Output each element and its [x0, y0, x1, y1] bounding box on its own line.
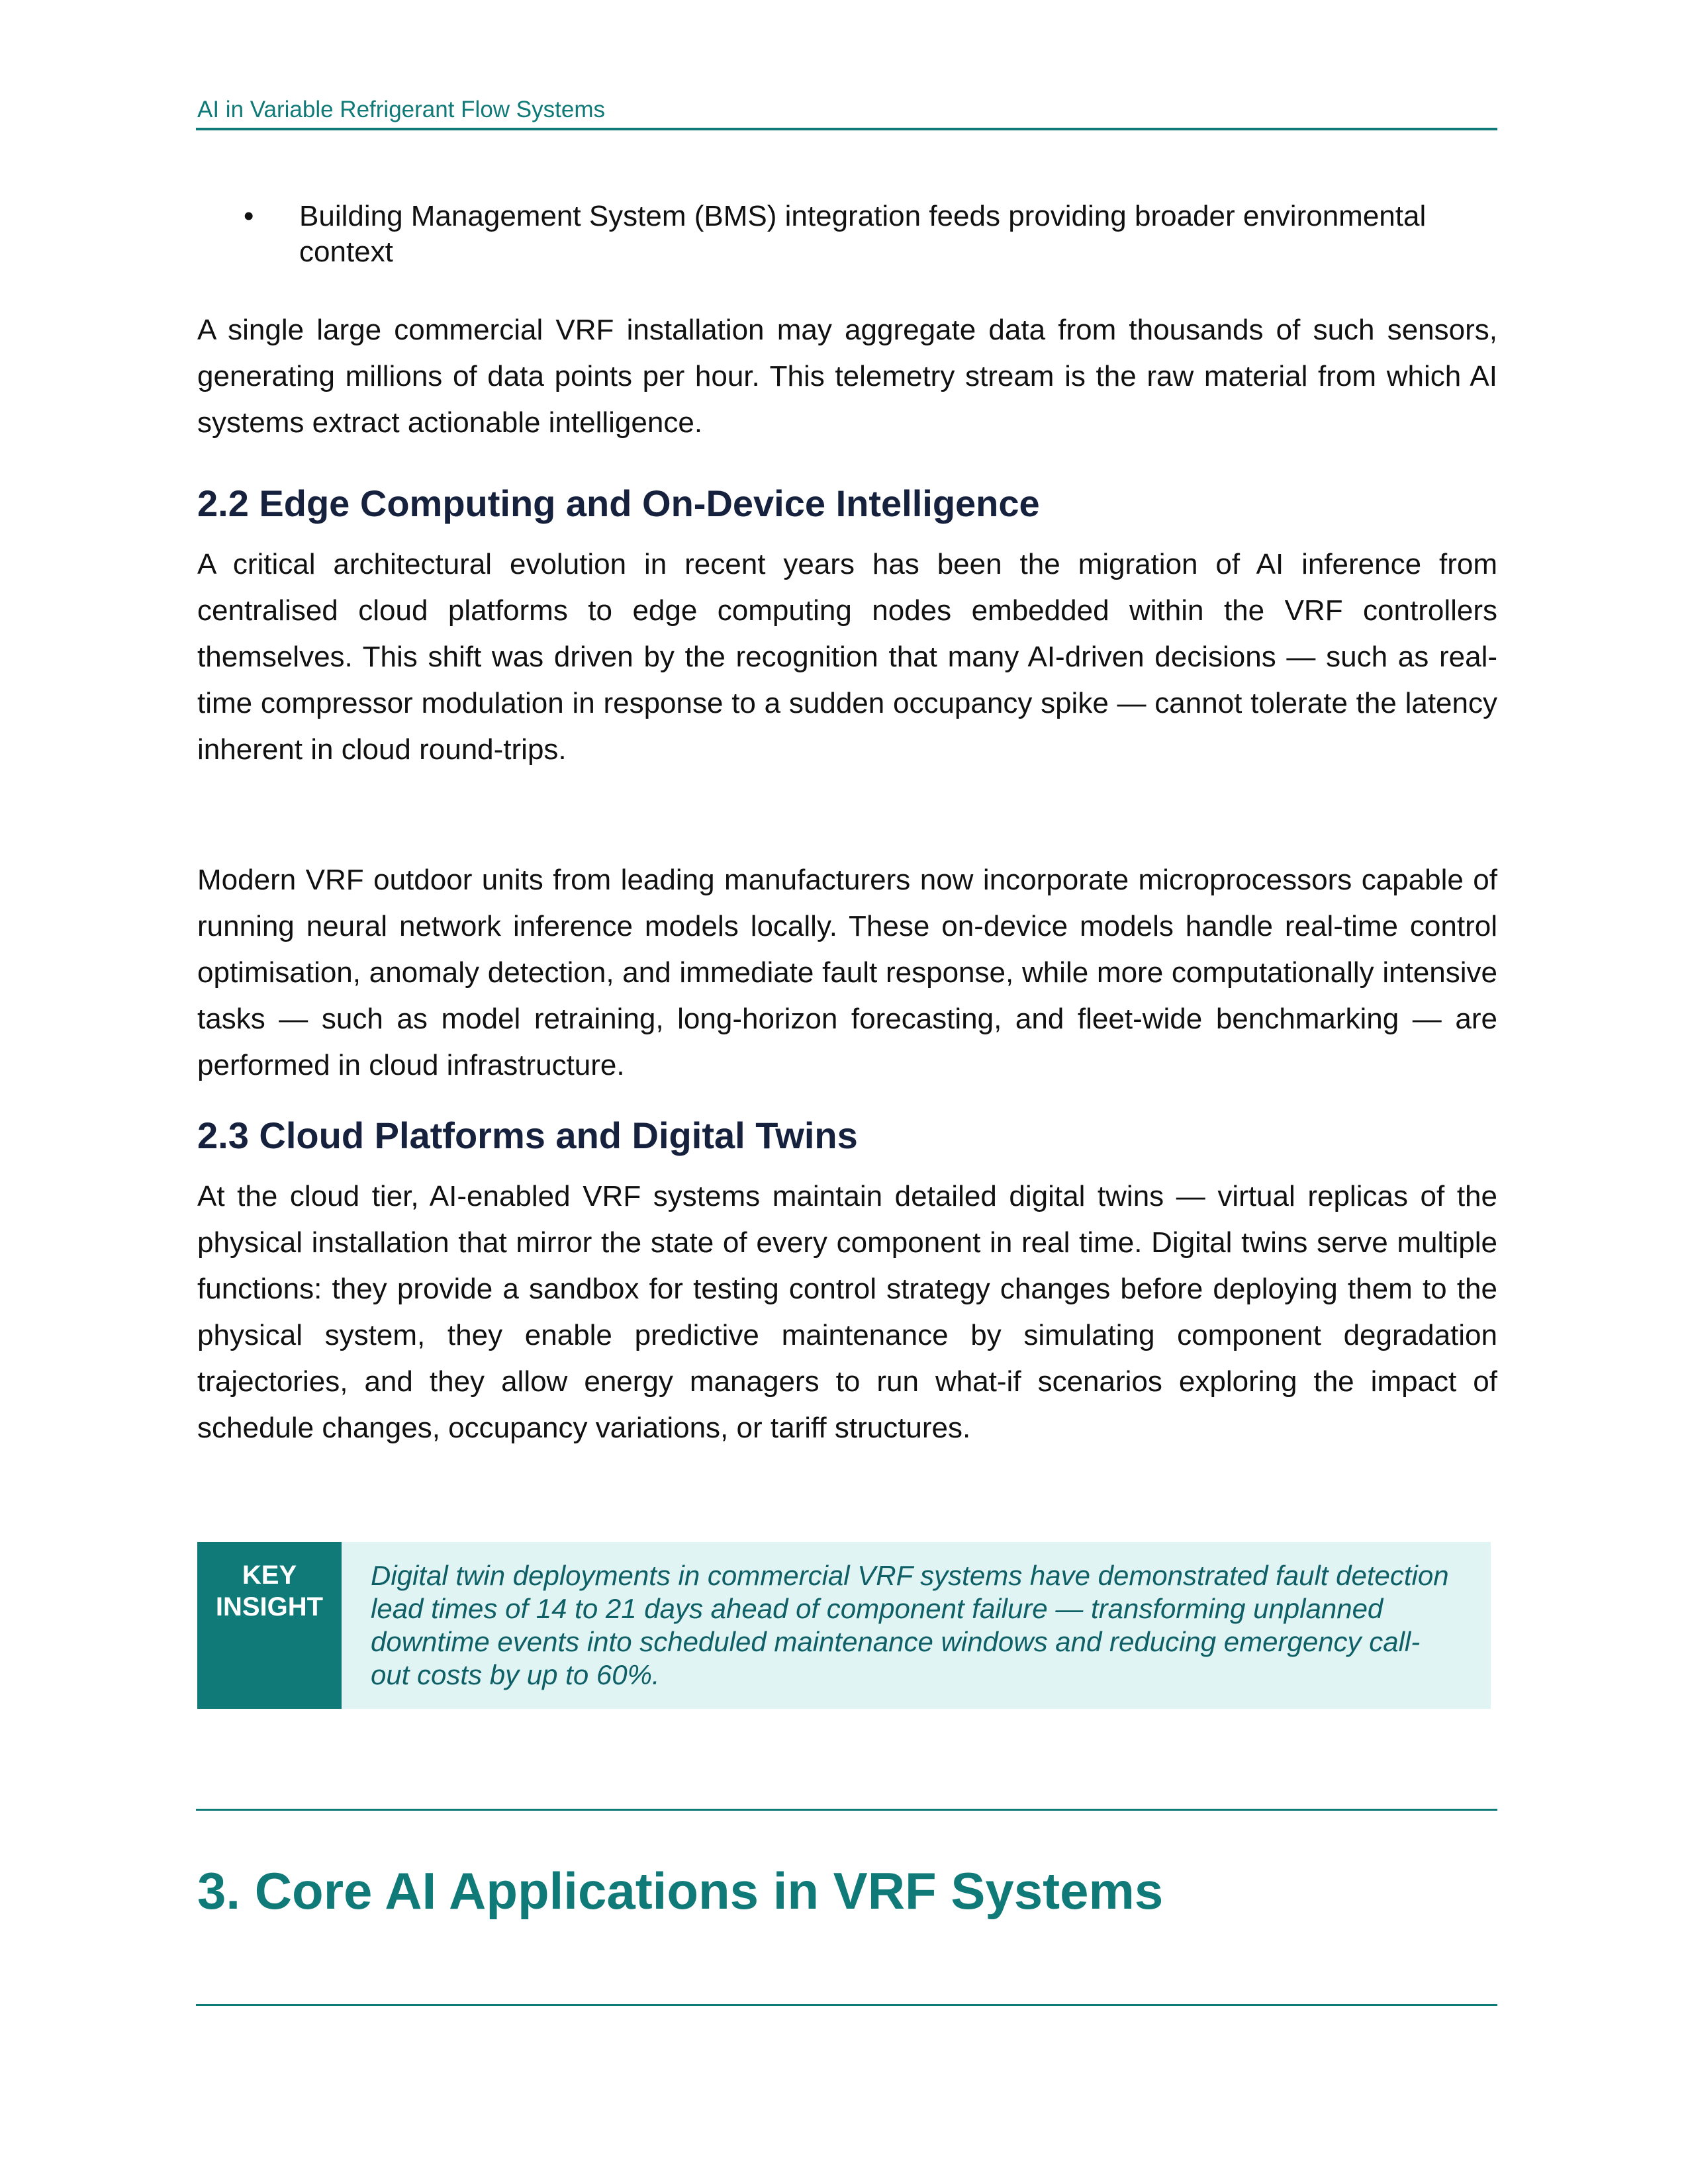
list-item-text: Building Management System (BMS) integration feeds providing broader environmental context	[299, 200, 1427, 268]
section-divider-bottom	[196, 2004, 1497, 2006]
key-insight-callout	[197, 1542, 1491, 1709]
key-insight-label-line1: KEY	[242, 1561, 297, 1590]
running-header: AI in Variable Refrigerant Flow Systems	[197, 97, 605, 122]
bullet-marker: •	[244, 200, 254, 232]
paragraph-edge-migration: A critical architectural evolution in recent years has been the migration of AI inference from centralised cloud platforms to edge computing nodes embedded within the VRF controllers themselves. This shift was driven by the recognition that many AI-driven decisions — such as real-time compressor modulation in response to a sudden occupancy spike — cannot tolerate the latency inherent in cloud round-trips.	[197, 548, 1497, 766]
header-divider	[196, 128, 1497, 130]
section-heading-2-2: 2.2 Edge Computing and On-Device Intelligence	[197, 482, 1040, 524]
chapter-heading-3: 3. Core AI Applications in VRF Systems	[197, 1862, 1164, 1920]
section-divider-top	[196, 1809, 1497, 1811]
paragraph-digital-twins: At the cloud tier, AI-enabled VRF systems maintain detailed digital twins — virtual replicas of the physical installation that mirror the state of every component in real time. Digital twins serve multiple functions: they provide a sandbox for testing control strategy changes before deploying them to the physical system, they enable predictive maintenance by simulating component degradation trajectories, and they allow energy managers to run what-if scenarios exploring the impact of schedule changes, occupancy variations, or tariff structures.	[197, 1180, 1497, 1444]
bullet-list	[196, 199, 1497, 270]
key-insight-label	[197, 1542, 342, 1709]
section-heading-2-3: 2.3 Cloud Platforms and Digital Twins	[197, 1115, 858, 1156]
paragraph-on-device-models: Modern VRF outdoor units from leading manufacturers now incorporate microprocessors capable of running neural network inference models locally. These on-device models handle real-time control optimisation, anomaly detection, and immediate fault response, while more computationally intensive tasks — such as model retraining, long-horizon forecasting, and fleet-wide benchmarking — are performed in cloud infrastructure.	[197, 864, 1497, 1081]
list-item	[196, 199, 1497, 270]
key-insight-label-line2: INSIGHT	[215, 1592, 324, 1621]
paragraph-telemetry: A single large commercial VRF installation may aggregate data from thousands of such sensors, generating millions of data points per hour. This telemetry stream is the raw material from which AI systems extract actionable intelligence.	[197, 314, 1497, 439]
key-insight-text: Digital twin deployments in commercial VRF systems have demonstrated fault detection lead times of 14 to 21 days ahead of component failure — transforming unplanned downtime events into scheduled maintenance windows and reducing emergency call-out costs by up to 60%.	[371, 1560, 1449, 1690]
